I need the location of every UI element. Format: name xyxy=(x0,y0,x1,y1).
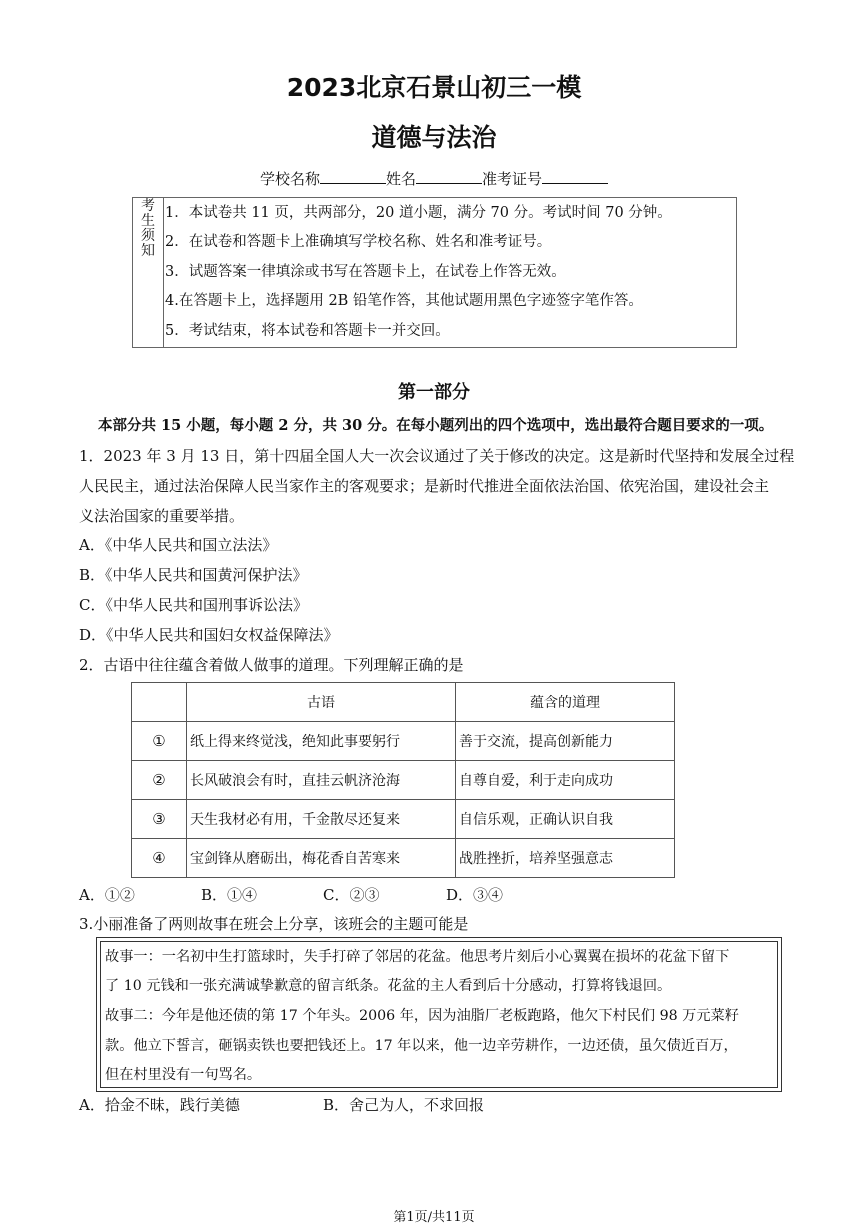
row-number: ① xyxy=(132,722,187,761)
table-row xyxy=(132,800,675,839)
q1-line: 人民民主，通过法治保障人民当家作主的客观要求；是新时代推进全面依法治国、依宪治国，建设社会主 xyxy=(79,477,770,495)
section-title: 第一部分 xyxy=(398,382,470,403)
row-saying: 宝剑锋从磨砺出，梅花香自苦寒来 xyxy=(187,839,456,878)
notice-label-char: 生 xyxy=(141,213,155,229)
q3-option-b: B．舍己为人，不求回报 xyxy=(323,1096,485,1114)
q2-option-a: A．①② xyxy=(79,886,135,904)
story-line: 故事一：一名初中生打篮球时，失手打碎了邻居的花盆。他思考片刻后小心翼翼在损坏的花盆下留下 xyxy=(105,949,730,965)
table-row xyxy=(132,722,675,761)
notice-item: 4.在答题卡上，选择题用 2B 铅笔作答，其他试题用黑色字迹签字笔作答。 xyxy=(165,293,643,309)
row-number: ② xyxy=(132,761,187,800)
school-label: 学校名称 xyxy=(259,170,320,188)
row-meaning: 善于交流，提高创新能力 xyxy=(456,722,675,761)
exam-title: 2023北京石景山初三一模 xyxy=(286,73,582,102)
student-info-line xyxy=(0,168,868,189)
q2-option-d: D．③④ xyxy=(446,886,504,904)
q3-option-a: A．拾金不昧，践行美德 xyxy=(79,1096,240,1114)
story-box xyxy=(96,937,782,1092)
q2-option-c: C．②③ xyxy=(323,886,380,904)
row-meaning: 战胜挫折，培养坚强意志 xyxy=(456,839,675,878)
table-row xyxy=(132,761,675,800)
table-header-cell xyxy=(132,683,187,722)
story-line: 故事二：今年是他还债的第 17 个年头。2006 年，因为油脂厂老板跑路，他欠下村民们 98 万元菜籽 xyxy=(105,1008,739,1024)
name-blank xyxy=(416,169,482,184)
notice-item: 2．在试卷和答题卡上准确填写学校名称、姓名和准考证号。 xyxy=(165,234,552,250)
story-box-inner xyxy=(100,941,778,1088)
notice-item: 5．考试结束，将本试卷和答题卡一并交回。 xyxy=(165,323,450,339)
table-header-cell: 古语 xyxy=(187,683,456,722)
school-blank xyxy=(320,169,386,184)
q2-option-b: B．①④ xyxy=(201,886,258,904)
notice-label-char: 知 xyxy=(141,243,155,259)
row-meaning: 自尊自爱，利于走向成功 xyxy=(456,761,675,800)
name-label: 姓名 xyxy=(385,170,416,188)
table-header-row xyxy=(132,683,675,722)
notice-label xyxy=(133,198,164,347)
notice-label-char: 须 xyxy=(141,228,155,244)
exam-subject: 道德与法治 xyxy=(371,123,497,152)
exam-notice-box xyxy=(132,197,737,348)
id-blank xyxy=(542,169,608,184)
q3-stem: 3.小丽准备了两则故事在班会上分享，该班会的主题可能是 xyxy=(79,915,469,933)
row-number: ④ xyxy=(132,839,187,878)
table-header-cell: 蕴含的道理 xyxy=(456,683,675,722)
story-line: 款。他立下誓言，砸锅卖铁也要把钱还上。17 年以来，他一边辛劳耕作，一边还债，虽欠债近百万， xyxy=(105,1038,738,1054)
q2-stem: 2．古语中往往蕴含着做人做事的道理。下列理解正确的是 xyxy=(79,656,464,674)
story-line: 但在村里没有一句骂名。 xyxy=(105,1067,262,1083)
section-intro: 本部分共 15 小题，每小题 2 分，共 30 分。在每小题列出的四个选项中，选出最符合题目要求的一项。 xyxy=(98,417,774,434)
notice-item: 3．试题答案一律填涂或书写在答题卡上，在试卷上作答无效。 xyxy=(165,264,566,280)
row-meaning: 自信乐观，正确认识自我 xyxy=(456,800,675,839)
row-saying: 长风破浪会有时，直挂云帆济沧海 xyxy=(187,761,456,800)
q1-option-c: C．《中华人民共和国刑事诉讼法》 xyxy=(79,596,308,614)
q1-option-a: A．《中华人民共和国立法法》 xyxy=(79,536,278,554)
q1-line: 1．2023 年 3 月 13 日，第十四届全国人大一次会议通过了关于修改的决定。这是新时代坚持和发展全过程 xyxy=(79,447,795,465)
row-saying: 天生我材必有用，千金散尽还复来 xyxy=(187,800,456,839)
q1-option-d: D．《中华人民共和国妇女权益保障法》 xyxy=(79,626,339,644)
row-number: ③ xyxy=(132,800,187,839)
story-line: 了 10 元钱和一张充满诚挚歉意的留言纸条。花盆的主人看到后十分感动，打算将钱退回。 xyxy=(105,978,672,994)
row-saying: 纸上得来终觉浅，绝知此事要躬行 xyxy=(187,722,456,761)
q1-option-b: B．《中华人民共和国黄河保护法》 xyxy=(79,566,308,584)
q1-line: 义法治国家的重要举措。 xyxy=(79,507,245,525)
page-footer: 第1页/共11页 xyxy=(393,1210,475,1225)
q2-table xyxy=(131,682,675,878)
table-row xyxy=(132,839,675,878)
id-label: 准考证号 xyxy=(482,170,543,188)
notice-item: 1．本试卷共 11 页，共两部分，20 道小题，满分 70 分。考试时间 70 分钟。 xyxy=(165,205,672,221)
notice-label-char: 考 xyxy=(141,198,155,214)
